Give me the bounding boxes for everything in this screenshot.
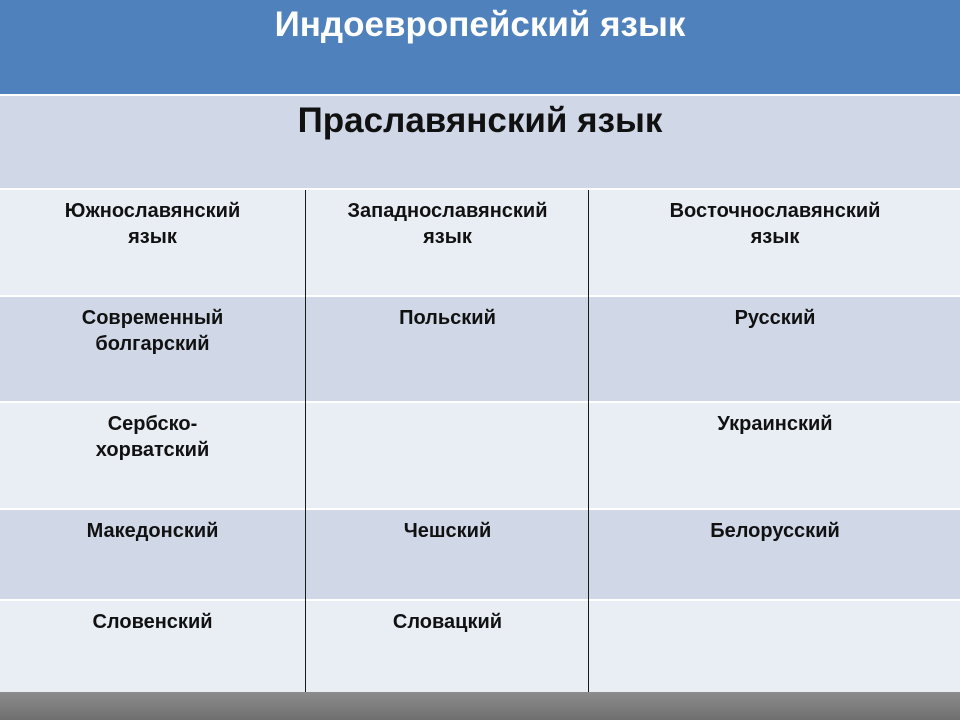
cell-text: Словенский bbox=[92, 611, 213, 633]
table-cell bbox=[0, 601, 305, 635]
column-header-south bbox=[0, 190, 305, 250]
table-cell bbox=[590, 601, 960, 635]
column-header-label: Западнославянский язык bbox=[347, 200, 548, 248]
table-cell bbox=[307, 403, 588, 437]
cell-text: Украинский bbox=[717, 413, 833, 435]
cell-text: Белорусский bbox=[710, 520, 840, 542]
table-title: Индоевропейский язык bbox=[274, 5, 686, 44]
table-cell bbox=[0, 297, 305, 357]
slide-bottom-band bbox=[0, 692, 960, 720]
table-cell bbox=[590, 403, 960, 437]
cell-text: Чешский bbox=[403, 520, 492, 542]
column-header-label: Южнославянский язык bbox=[64, 200, 241, 248]
column-header-west bbox=[307, 190, 588, 250]
column-header-label: Восточнославянский язык bbox=[669, 200, 881, 248]
table-cell bbox=[0, 510, 305, 544]
table-cell bbox=[590, 297, 960, 331]
cell-text: Сербско-хорватский bbox=[95, 413, 210, 461]
table-cell bbox=[307, 510, 588, 544]
cell-text: Словацкий bbox=[392, 611, 503, 633]
table-cell bbox=[307, 297, 588, 331]
cell-text: Македонский bbox=[86, 520, 219, 542]
table-cell bbox=[0, 403, 305, 463]
table-subtitle: Праславянский язык bbox=[297, 101, 663, 140]
table-cell bbox=[307, 601, 588, 635]
cell-text: Русский bbox=[734, 307, 816, 329]
column-divider bbox=[588, 190, 589, 692]
column-header-east bbox=[590, 190, 960, 250]
cell-text: Современный болгарский bbox=[81, 307, 224, 355]
cell-text: Польский bbox=[399, 307, 496, 329]
column-divider bbox=[305, 190, 306, 692]
table-cell bbox=[590, 510, 960, 544]
